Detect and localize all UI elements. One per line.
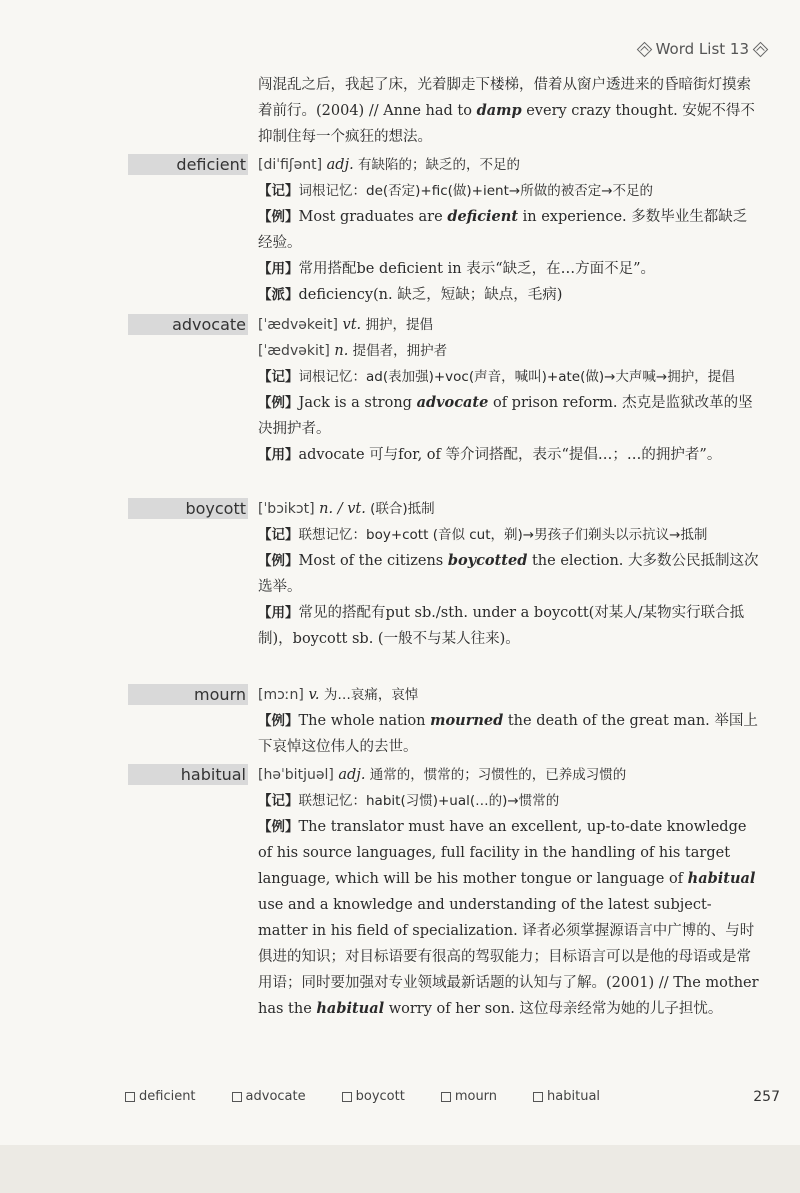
checkbox-icon[interactable] (342, 1092, 352, 1102)
headword: habitual (128, 764, 248, 785)
footer-item[interactable]: boycott (342, 1089, 405, 1104)
headword: mourn (128, 684, 248, 705)
word-list-title: Word List 13 (655, 40, 749, 58)
diamond-left-icon (636, 41, 652, 57)
continued-text: 闯混乱之后，我起了床，光着脚走下楼梯，借着从窗户透进来的昏暗街灯摸索着前行。(2004) // Anne had to damp every crazy thought. 安妮不得不抑制住每一个疯狂的想法。 (258, 77, 755, 145)
diamond-right-icon (753, 41, 769, 57)
page-header (639, 40, 766, 58)
headword: deficient (128, 154, 248, 175)
entry-body: [ˈædvəkeit] vt. 拥护，提倡 [ˈædvəkit] n. 提倡者，拥护者 【记】词根记忆：ad(表加强)+voc(声音，喊叫)+ate(做)→大声喊→拥护，提倡 【例】Jack is a strong advocate of prison reform. 杰克是监狱改革的坚决拥护者。 【用】advocate 可与for, of 等介词搭配，表示“提倡…；…的拥护者”。 (258, 317, 753, 463)
headword: boycott (128, 498, 248, 519)
checkbox-icon[interactable] (533, 1092, 543, 1102)
headword: advocate (128, 314, 248, 335)
page-footer (125, 1089, 780, 1104)
footer-item[interactable]: deficient (125, 1089, 196, 1104)
checkbox-icon[interactable] (232, 1092, 242, 1102)
footer-item[interactable]: advocate (232, 1089, 306, 1104)
entry-body: [diˈfiʃənt] adj. 有缺陷的；缺乏的，不足的 【记】词根记忆：de(否定)+fic(做)+ient→所做的被否定→不足的 【例】Most graduates are deficient in experience. 多数毕业生都缺乏经验。 【用】常用搭配be deficient in 表示“缺乏，在…方面不足”。 【派】deficiency(n. 缺乏，短缺；缺点，毛病) (258, 157, 748, 303)
entry-body: [həˈbitjuəl] adj. 通常的，惯常的；习惯性的，已养成习惯的 【记】联想记忆：habit(习惯)+ual(…的)→惯常的 【例】The translator must have an excellent, up-to-date knowledge of his source languages, full facility in the handling of his target language, which will be his mother tongue or language of habitual use and a knowledge and understanding of the latest subject-matter in his field of specialization. 译者必须掌握源语言中广博的、与时俱进的知识；对目标语要有很高的驾驭能力；目标语言可以是他的母语或是常用语；同时要加强对专业领域最新话题的认知与了解。(2001) // The mother has the habitual worry of her son. 这位母亲经常为她的儿子担忧。 (258, 767, 759, 1017)
entry-body: [mɔːn] v. 为…哀痛，哀悼 【例】The whole nation mourned the death of the great man. 举国上下哀悼这位伟人的去世。 (258, 687, 758, 755)
page-number: 257 (753, 1088, 780, 1105)
entry-body: [ˈbɔikɔt] n. / vt. (联合)抵制 【记】联想记忆：boy+cott (音似 cut，剃)→男孩子们剃头以示抗议→抵制 【例】Most of the citizens boycotted the election. 大多数公民抵制这次选举。 【用】常见的搭配有put sb./sth. under a boycott(对某人/某物实行联合抵制)，boycott sb. (一般不与某人往来)。 (258, 501, 759, 647)
checkbox-icon[interactable] (441, 1092, 451, 1102)
footer-item[interactable]: mourn (441, 1089, 497, 1104)
footer-item[interactable]: habitual (533, 1089, 600, 1104)
checkbox-icon[interactable] (125, 1092, 135, 1102)
